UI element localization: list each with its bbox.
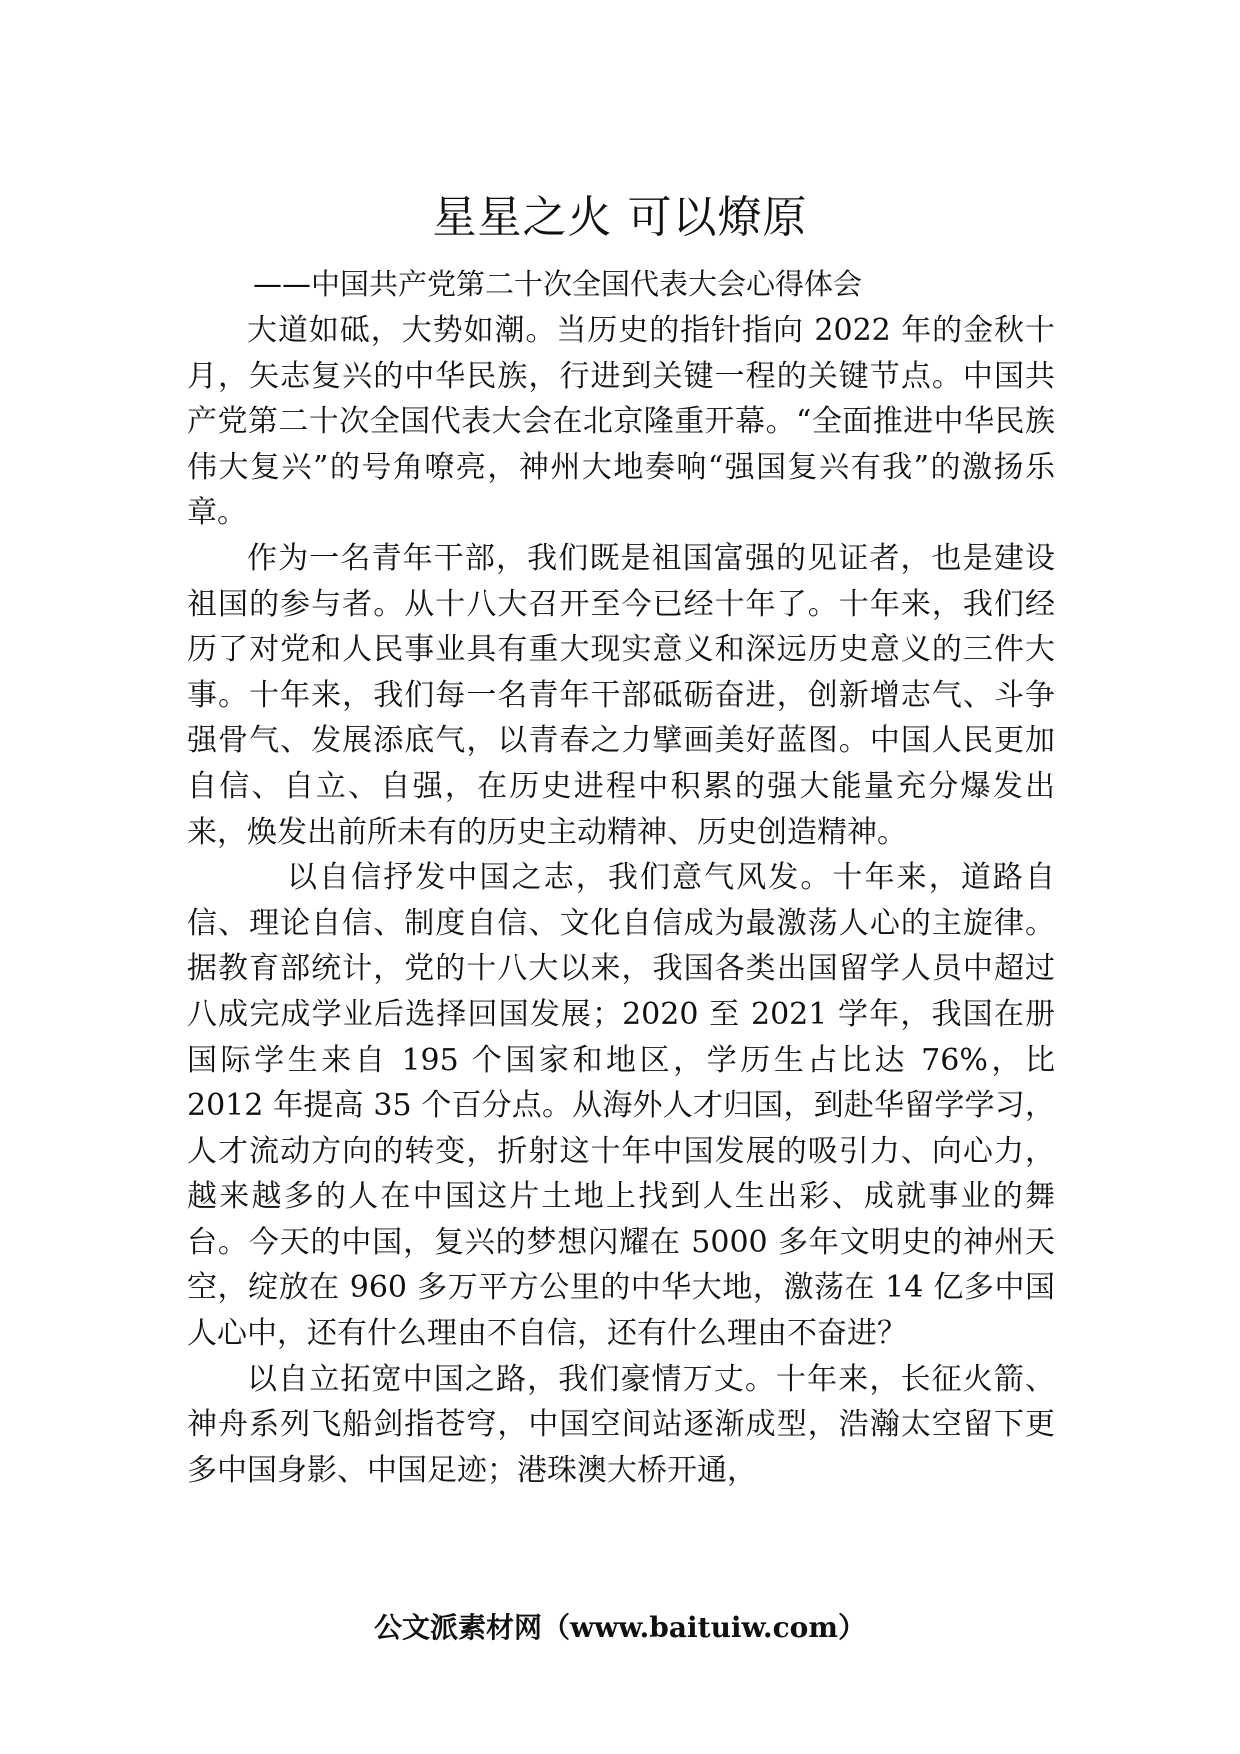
paragraph: 以自信抒发中国之志，我们意气风发。十年来，道路自信、理论自信、制度自信、文化自信成为最激荡人心的主旋律。据教育部统计，党的十八大以来，我国各类出国留学人员中超过八成完成学业后选择回国发展；2020 至 2021 学年，我国在册国际学生来自 195 个国家和地区，学历生占比达 76%，比 2012 年提高 35 个百分点。从海外人才归国，到赴华留学学习，人才流动方向的转变，折射这十年中国发展的吸引力、向心力，越来越多的人在中国这片土地上找到人生出彩、成就事业的舞台。今天的中国，复兴的梦想闪耀在 5000 多年文明史的神州天空，绽放在 960 多万平方公里的中华大地，激荡在 14 亿多中国人心中，还有什么理由不自信，还有什么理由不奋进？ [187,860,1055,1352]
paragraph: 以自立拓宽中国之路，我们豪情万丈。十年来，长征火箭、神舟系列飞船剑指苍穹，中国空间站逐渐成型，浩瀚太空留下更多中国身影、中国足迹；港珠澳大桥开通， [187,1361,1055,1488]
source-watermark-footer: 公文派素材网（www.baituiw.com） [374,1611,866,1644]
paragraph: 作为一名青年干部，我们既是祖国富强的见证者，也是建设祖国的参与者。从十八大召开至今已经十年了。十年来，我们经历了对党和人民事业具有重大现实意义和深远历史意义的三件大事。十年来，我们每一名青年干部砥砺奋进，创新增志气、斗争强骨气、发展添底气，以青春之力擘画美好蓝图。中国人民更加自信、自立、自强，在历史进程中积累的强大能量充分爆发出来，焕发出前所未有的历史主动精神、历史创造精神。 [187,540,1055,850]
document-subtitle: ——中国共产党第二十次全国代表大会心得体会 [253,267,863,301]
document-title: 星星之火 可以燎原 [432,192,808,243]
paragraph: 大道如砥，大势如潮。当历史的指针指向 2022 年的金秋十月，矢志复兴的中华民族，行进到关键一程的关键节点。中国共产党第二十次全国代表大会在北京隆重开幕。“全面推进中华民族伟大复兴”的号角嘹亮，神州大地奏响“强国复兴有我”的激扬乐章。 [187,313,1055,531]
document-body [187,308,1055,1493]
